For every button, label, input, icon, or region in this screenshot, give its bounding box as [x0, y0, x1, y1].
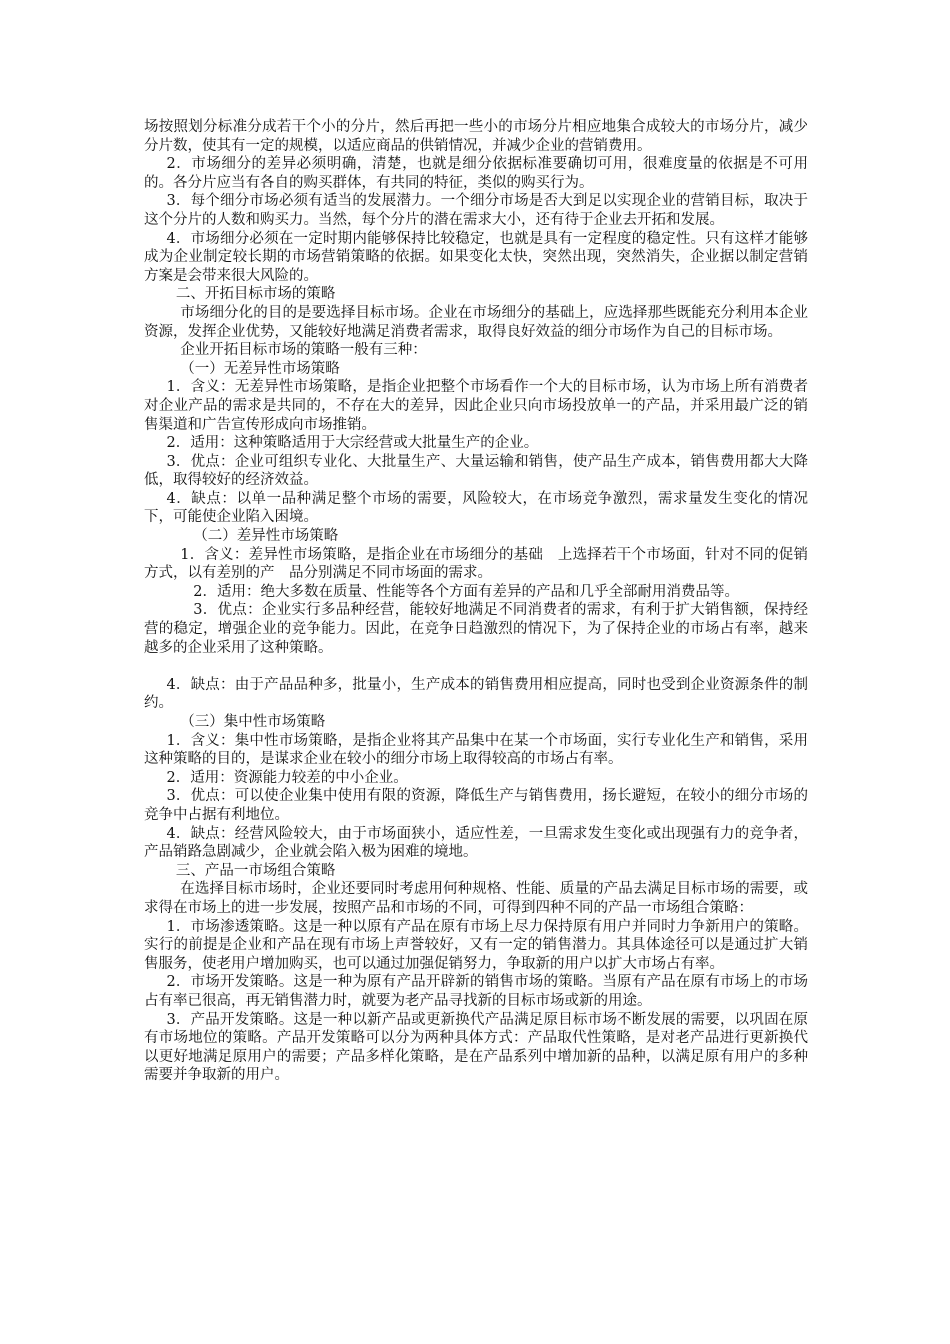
paragraph: 3．优点：企业实行多品种经营，能较好地满足不同消费者的需求，有利于扩大销售额，保持经营的稳定，增强企业的竞争能力。因此，在竞争日趋激烈的情况下，为了保持企业的市场占有率，越来越多的企业采用了这种策略。 [144, 602, 808, 656]
paragraph: 3．优点：企业可组织专业化、大批量生产、大量运输和销售，使产品生产成本，销售费用都大大降低，取得较好的经济效益。 [144, 453, 808, 489]
paragraph: 4．缺点：以单一品种满足整个市场的需要，风险较大，在市场竞争激烈，需求量发生变化的情况下，可能使企业陷入困境。 [144, 490, 808, 526]
section-heading: 二、开拓目标市场的策略 [175, 286, 336, 303]
blank-line [144, 657, 808, 676]
paragraph: 企业开拓目标市场的策略一般有三种： [180, 342, 427, 359]
paragraph: 4．缺点：由于产品品种多，批量小，生产成本的销售费用相应提高，同时也受到企业资源条件的制约。 [144, 676, 808, 712]
paragraph: 在选择目标市场时，企业还要同时考虑用何种规格、性能、质量的产品去满足目标市场的需要，或求得在市场上的进一步发展，按照产品和市场的不同，可得到四种不同的产品一市场组合策略： [144, 881, 808, 916]
subsection-heading: （二）差异性市场策略 [193, 528, 339, 545]
paragraph: 2．适用：绝大多数在质量、性能等各个方面有差异的产品和几乎全部耐用消费品等。 [193, 583, 740, 600]
paragraph: 1．含义：无差异性市场策略，是指企业把整个市场看作一个大的目标市场，认为市场上所有消费者对企业产品的需求是共同的，不存在大的差异，因此企业只向市场投放单一的产品，并采用最广泛的销售渠道和广告宣传形成向市场推销。 [144, 379, 808, 433]
paragraph: 4．市场细分必须在一定时期内能够保持比较稳定，也就是具有一定程度的稳定性。只有这样才能够成为企业制定较长期的市场营销策略的依据。如果变化太快，突然出现，突然消失，企业据以制定营销方案是会带来很大风险的。 [144, 230, 808, 284]
subsection-heading: （一）无差异性市场策略 [180, 360, 340, 377]
paragraph: 1．市场渗透策略。这是一种以原有产品在原有市场上尽力保持原有用户并同时力争新用户的策略。实行的前提是企业和产品在现有市场上声誉较好，又有一定的销售潜力。其具体途径可以是通过扩大销售服务，使老用户增加购买，也可以通过加强促销努力，争取新的用户以扩大市场占有率。 [144, 918, 808, 972]
paragraph: 1．含义：集中性市场策略，是指企业将其产品集中在某一个市场面，实行专业化生产和销售，采用这种策略的目的，是谋求企业在较小的细分市场上取得较高的市场占有率。 [144, 732, 808, 768]
paragraph: 2．适用：这种策略适用于大宗经营或大批量生产的企业。 [166, 435, 539, 452]
paragraph: 3．每个细分市场必须有适当的发展潜力。一个细分市场是否大到足以实现企业的营销目标，取决于这个分片的人数和购买力。当然，每个分片的潜在需求大小，还有待于企业去开拓和发展。 [144, 193, 808, 228]
paragraph: 3．产品开发策略。这是一种以新产品或更新换代产品满足原目标市场不断发展的需要，以巩固在原有市场地位的策略。产品开发策略可以分为两种具体方式：产品取代性策略，是对老产品进行更新换代以更好地满足原用户的需要；产品多样化策略，是在产品系列中增加新的品种，以满足原有用户的多种需要并争取新的用户。 [144, 1011, 808, 1084]
paragraph: 2．市场细分的差异必须明确，清楚，也就是细分依据标准要确切可用，很难度量的依据是不可用的。各分片应当有各自的购买群体，有共同的特征，类似的购买行为。 [144, 156, 808, 191]
paragraph: 2．适用：资源能力较差的中小企业。 [166, 769, 408, 786]
paragraph: 市场细分化的目的是要选择目标市场。企业在市场细分的基础上，应选择那些既能充分利用本企业资源，发挥企业优势，又能较好地满足消费者需求，取得良好效益的细分市场作为自己的目标市场。 [144, 304, 808, 340]
subsection-heading: （三）集中性市场策略 [180, 714, 326, 730]
paragraph: 场按照划分标准分成若干个小的分片，然后再把一些小的市场分片相应地集合成较大的市场分片，减少分片数，使其有一定的规模，以适应商品的供销情况，并减少企业的营销费用。 [144, 119, 808, 154]
document-page [144, 118, 808, 1085]
section-heading: 三、产品一市场组合策略 [175, 862, 336, 879]
paragraph: 2．市场开发策略。这是一种为原有产品开辟新的销售市场的策略。当原有产品在原有市场上的市场占有率已很高，再无销售潜力时，就要为老产品寻找新的目标市场或新的用途。 [144, 974, 808, 1009]
paragraph: 1．含义：差异性市场策略，是指企业在市场细分的基础 上选择若干个市场面，针对不同的促销方式，以有差别的产 品分别满足不同市场面的需求。 [144, 546, 808, 582]
paragraph: 4．缺点：经营风险较大，由于市场面狭小，适应性差，一旦需求发生变化或出现强有力的竞争者，产品销路急剧减少，企业就会陷入极为困难的境地。 [144, 825, 808, 861]
paragraph: 3．优点：可以使企业集中使用有限的资源，降低生产与销售费用，扬长避短，在较小的细分市场的竞争中占据有利地位。 [144, 788, 808, 823]
